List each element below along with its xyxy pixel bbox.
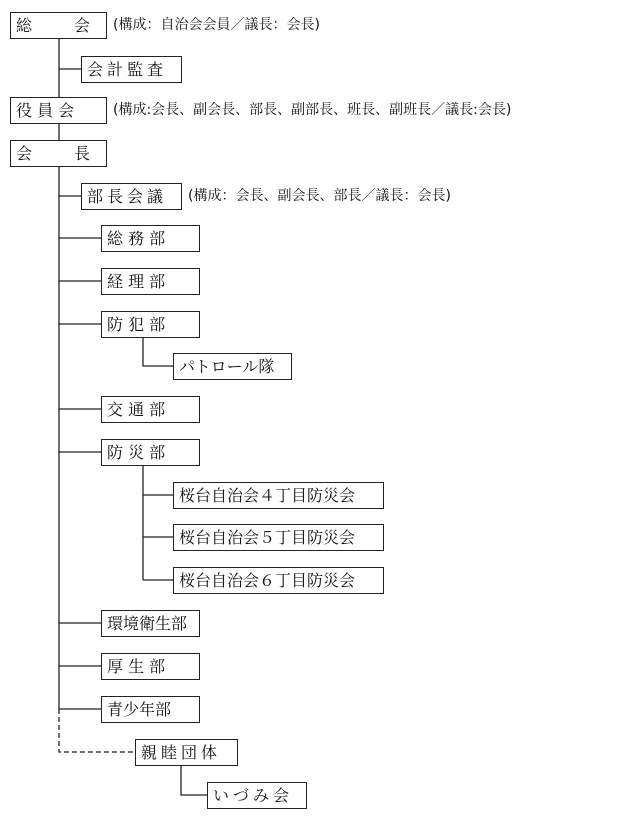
disaster-group-6-box: 桜台自治会６丁目防災会	[173, 567, 384, 594]
general-affairs-box: 総 務 部	[101, 225, 200, 252]
general-assembly-box: 総 会	[10, 12, 107, 39]
environment-box: 環境衛生部	[101, 610, 200, 637]
disaster-group-4-box: 桜台自治会４丁目防災会	[173, 482, 384, 509]
disaster-group-5-box: 桜台自治会５丁目防災会	[173, 524, 384, 551]
branch-patrol	[143, 337, 173, 366]
patrol-team-box: パトロール隊	[173, 353, 292, 380]
friendship-groups-box: 親睦団体	[135, 739, 238, 766]
accounting-box: 経 理 部	[101, 268, 200, 295]
general-assembly-note: (構成：自治会会員／議長：会長)	[113, 17, 320, 33]
traffic-box: 交 通 部	[101, 396, 200, 423]
president-box: 会 長	[10, 140, 107, 167]
youth-box: 青少年部	[101, 696, 200, 723]
branch-izumi	[181, 765, 207, 795]
dept-heads-meeting-note: (構成：会長、副会長、部長／議長：会長)	[188, 188, 451, 204]
crime-prevention-box: 防 犯 部	[101, 311, 200, 338]
izumi-kai-box: いづみ会	[207, 782, 307, 809]
audit-box: 会計監査	[81, 56, 182, 83]
disaster-prevention-box: 防 災 部	[101, 439, 200, 466]
dept-heads-meeting-box: 部長会議	[81, 183, 182, 210]
officers-meeting-note: (構成:会長、副会長、部長、副部長、班長、副班長／議長:会長)	[113, 102, 512, 118]
welfare-box: 厚 生 部	[101, 653, 200, 680]
officers-meeting-box: 役 員 会	[10, 97, 107, 124]
